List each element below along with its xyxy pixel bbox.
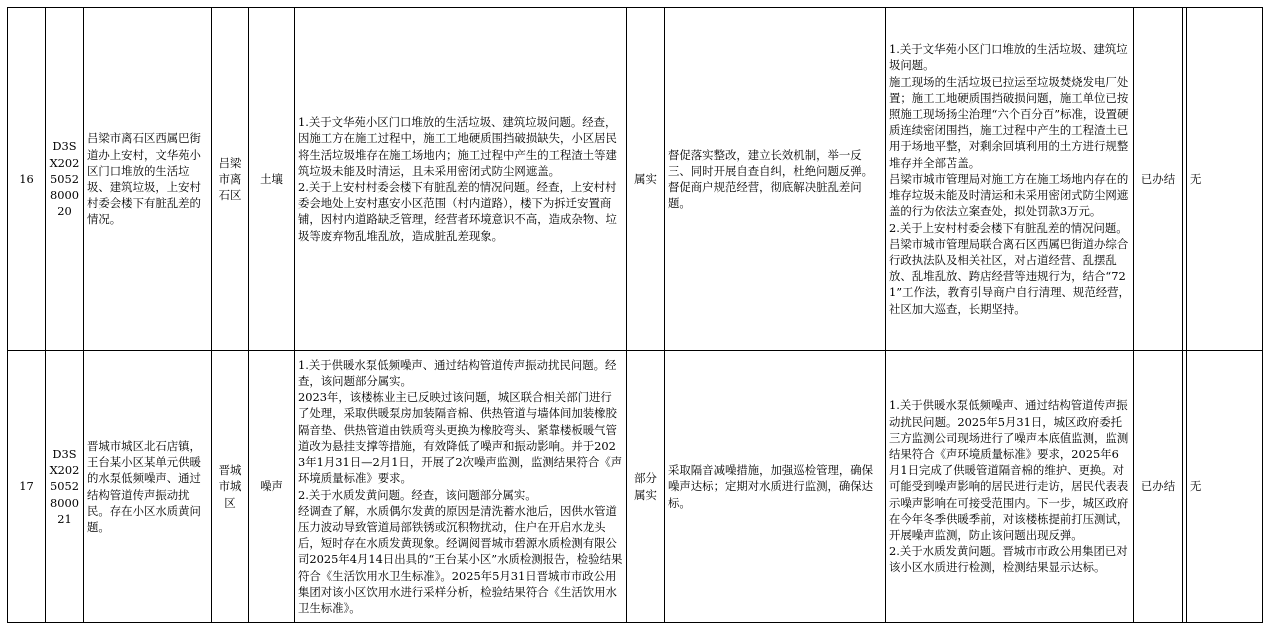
rectification-progress xyxy=(886,8,1134,351)
investigation-paragraph: 2.关于上安村村委会楼下有脏乱差的情况问题。经查，上安村村委会地处上安村惠安小区范围（村内道路），楼下为拆迁安置商铺，因村内道路缺乏管理，经营者环境意识不高，造成杂物、垃圾等废弃物乱堆乱放，造成脏乱差现象。 xyxy=(298,180,617,243)
case-code: D3SX2025052800020 xyxy=(46,8,84,351)
progress-paragraph: 施工现场的生活垃圾已拉运至垃圾焚烧发电厂处置；施工工地硬质围挡破损问题，施工单位已按照施工现场扬尘治理“六个百分百”标准，设置硬质连续密闭围挡，施工过程中产生的工程渣土已用于场地平整，对剩余回填利用的土方进行规整堆存并全部苫盖。 xyxy=(889,74,1129,170)
case-code: D3SX2025052800021 xyxy=(46,351,84,623)
investigation-paragraph: 经调查了解，水质偶尔发黄的原因是清洗蓄水池后，因供水管道压力波动导致管道局部铁锈或沉积物扰动，住户在开启水龙头后，短时存在水质发黄现象。经调阅晋城市碧源水质检测有限公司2025年4月14日出具的“王台某小区”水质检测报告，检验结果符合《生活饮用水卫生标准》。2025年5月31日晋城市市政公用集团对该小区饮用水进行采样分析，检验结果符合《生活饮用水卫生标准》。 xyxy=(298,503,623,615)
progress-paragraph: 2.关于上安村村委会楼下有脏乱差的情况问题。吕梁市城市管理局联合离石区西属巴街道办综合行政执法队及相关社区，对占道经营、乱摆乱放、乱堆乱放、跨店经营等违规行为，结合“721”工作法，教育引导商户自行清理、规范经营，社区加大巡查，长期坚持。 xyxy=(889,220,1130,316)
progress-paragraph: 1.关于供暖水泵低频噪声、通过结构管道传声振动扰民问题。2025年5月31日，城区政府委托三方监测公司现场进行了噪声本底值监测，监测结果符合《声环境质量标准》要求，2025年6月1日完成了供暖管道隔音棉的维护、更换。对可能受到噪声影响的居民进行走访，居民代表表示噪声影响在可接受范围内。下一步，城区政府在今年冬季供暖季前，对该楼栋提前打压测试，开展噪声监测，防止该问题出现反弹。 xyxy=(889,398,1129,542)
table-row xyxy=(8,8,1263,351)
remark: 无 xyxy=(1187,8,1263,351)
investigation-result xyxy=(295,8,627,351)
investigation-paragraph: 1.关于文华苑小区门口堆放的生活垃圾、建筑垃圾问题。经查，因施工方在施工过程中，施工工地硬质围挡破损缺失，小区居民将生活垃圾堆存在施工场地内；施工过程中产生的工程渣土等建筑垃圾未能及时清运，且未采用密闭式防尘网遮盖。 xyxy=(298,115,617,178)
administrative-district: 吕梁市离石区 xyxy=(212,8,249,351)
row-number: 16 xyxy=(8,8,46,351)
pollution-type: 噪声 xyxy=(249,351,295,623)
pollution-type: 土壤 xyxy=(249,8,295,351)
table-body xyxy=(8,8,1263,623)
rectification-progress xyxy=(886,351,1134,623)
investigation-paragraph: 2.关于水质发黄问题。经查，该问题部分属实。 xyxy=(298,487,537,502)
verification-verdict: 部分属实 xyxy=(627,351,665,623)
investigation-paragraph: 2023年，该楼栋业主已反映过该问题，城区联合相关部门进行了处理，采取供暖泵房加装隔音棉、供热管道与墙体间加装橡胶隔音垫、供热管道由铁质弯头更换为橡胶弯头、紧靠楼板暖气管道改为悬挂支撑等措施，有效降低了噪声和振动影响。并于2023年1月31日—2月1日，开展了2次噪声监测，监测结果符合《声环境质量标准》要求。 xyxy=(298,390,623,486)
verification-verdict: 属实 xyxy=(627,8,665,351)
complaint-content: 吕梁市离石区西属巴街道办上安村，文华苑小区门口堆放的生活垃圾、建筑垃圾，上安村村委会楼下有脏乱差的情况。 xyxy=(84,8,212,351)
table-row xyxy=(8,351,1263,623)
progress-paragraph: 1.关于文华苑小区门口堆放的生活垃圾、建筑垃圾问题。 xyxy=(889,42,1128,73)
row-number: 17 xyxy=(8,351,46,623)
handling-requirement: 采取隔音减噪措施，加强巡检管理，确保噪声达标；定期对水质进行监测，确保达标。 xyxy=(665,351,886,623)
completion-status: 已办结 xyxy=(1134,8,1183,351)
progress-paragraph: 2.关于水质发黄问题。晋城市市政公用集团已对该小区水质进行检测，检测结果显示达标。 xyxy=(889,544,1128,575)
administrative-district: 晋城市城区 xyxy=(212,351,249,623)
completion-status: 已办结 xyxy=(1134,351,1183,623)
investigation-result xyxy=(295,351,627,623)
complaint-table xyxy=(7,7,1263,623)
handling-requirement: 督促落实整改，建立长效机制，举一反三、同时开展自查自纠，杜绝问题反弹。督促商户规范经营，彻底解决脏乱差问题。 xyxy=(665,8,886,351)
complaint-content: 晋城市城区北石店镇，王台某小区某单元供暖的水泵低频噪声、通过结构管道传声振动扰民。存在小区水质黄问题。 xyxy=(84,351,212,623)
remark: 无 xyxy=(1187,351,1263,623)
investigation-paragraph: 1.关于供暖水泵低频噪声、通过结构管道传声振动扰民问题。经查，该问题部分属实。 xyxy=(298,357,617,389)
progress-paragraph: 吕梁市城市管理局对施工方在施工场地内存在的堆存垃圾未能及时清运和未采用密闭式防尘网遮盖的行为依法立案查处，拟处罚款3万元。 xyxy=(889,171,1129,219)
